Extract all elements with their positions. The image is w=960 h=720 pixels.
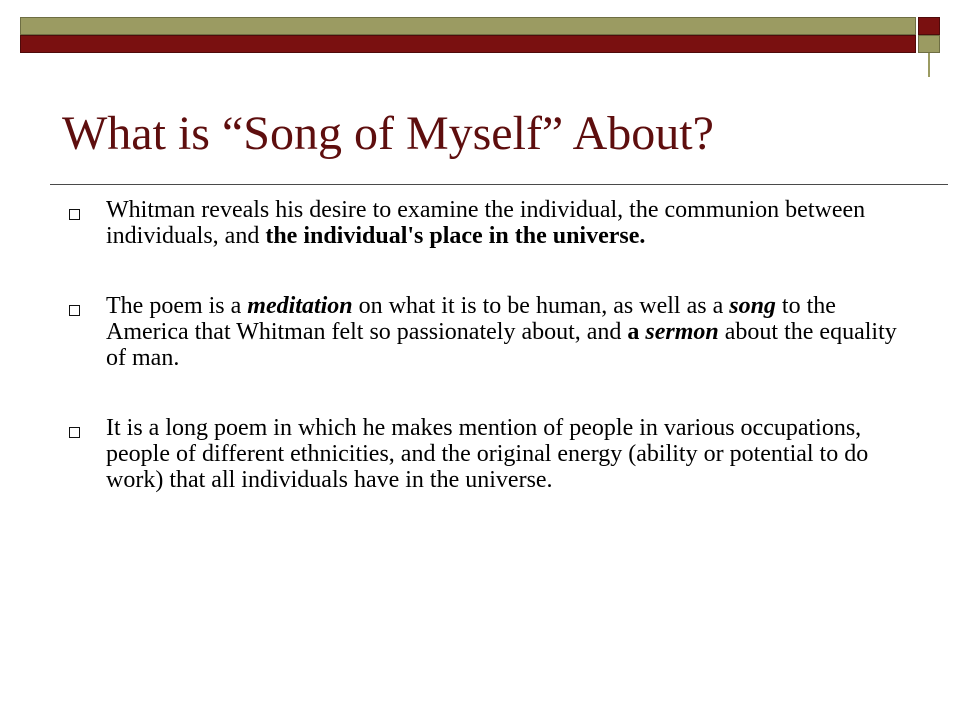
top-olive-bar: [20, 17, 916, 35]
corner-maroon-square: [918, 17, 940, 35]
bullet-segment-bold: the individual's place in the universe.: [265, 223, 646, 249]
bullet-segment-bold: a: [627, 319, 640, 345]
corner-accent-line: [928, 53, 930, 77]
bullet-segment: Whitman reveals his desire to examine the individual, the communion between individuals, and: [106, 197, 866, 249]
hollow-square-bullet-icon: [69, 209, 80, 220]
slide-title: What is “Song of Myself” About?: [62, 107, 714, 160]
bullet-segment-bold-italic: sermon: [645, 319, 719, 345]
top-maroon-bar: [20, 35, 916, 53]
bullet-text: [106, 293, 898, 371]
hollow-square-bullet-icon: [69, 427, 80, 438]
bullet-item: [68, 415, 898, 493]
bullet-segment-bold-italic: song: [729, 293, 776, 319]
bullet-text: [106, 415, 898, 493]
bullet-segment: to the America that Whitman felt so passionately about, and: [106, 293, 836, 345]
bullet-item: [68, 197, 898, 249]
bullet-segment: It is a long poem in which he makes mention of people in various occupations, people of different ethnicities, and the original energy (ability or potential to do work) that all individuals have in the universe.: [106, 415, 869, 493]
bullet-item: [68, 293, 898, 371]
bullet-text: [106, 197, 898, 249]
bullet-segment: about the equality of man.: [106, 319, 897, 371]
hollow-square-bullet-icon: [69, 305, 80, 316]
title-divider: [50, 184, 948, 185]
bullet-segment-bold-italic: meditation: [247, 293, 353, 319]
corner-olive-square: [918, 35, 940, 53]
bullet-segment: on what it is to be human, as well as a: [352, 293, 730, 319]
bullet-segment: The poem is a: [106, 293, 248, 319]
bullet-list: [68, 197, 898, 493]
